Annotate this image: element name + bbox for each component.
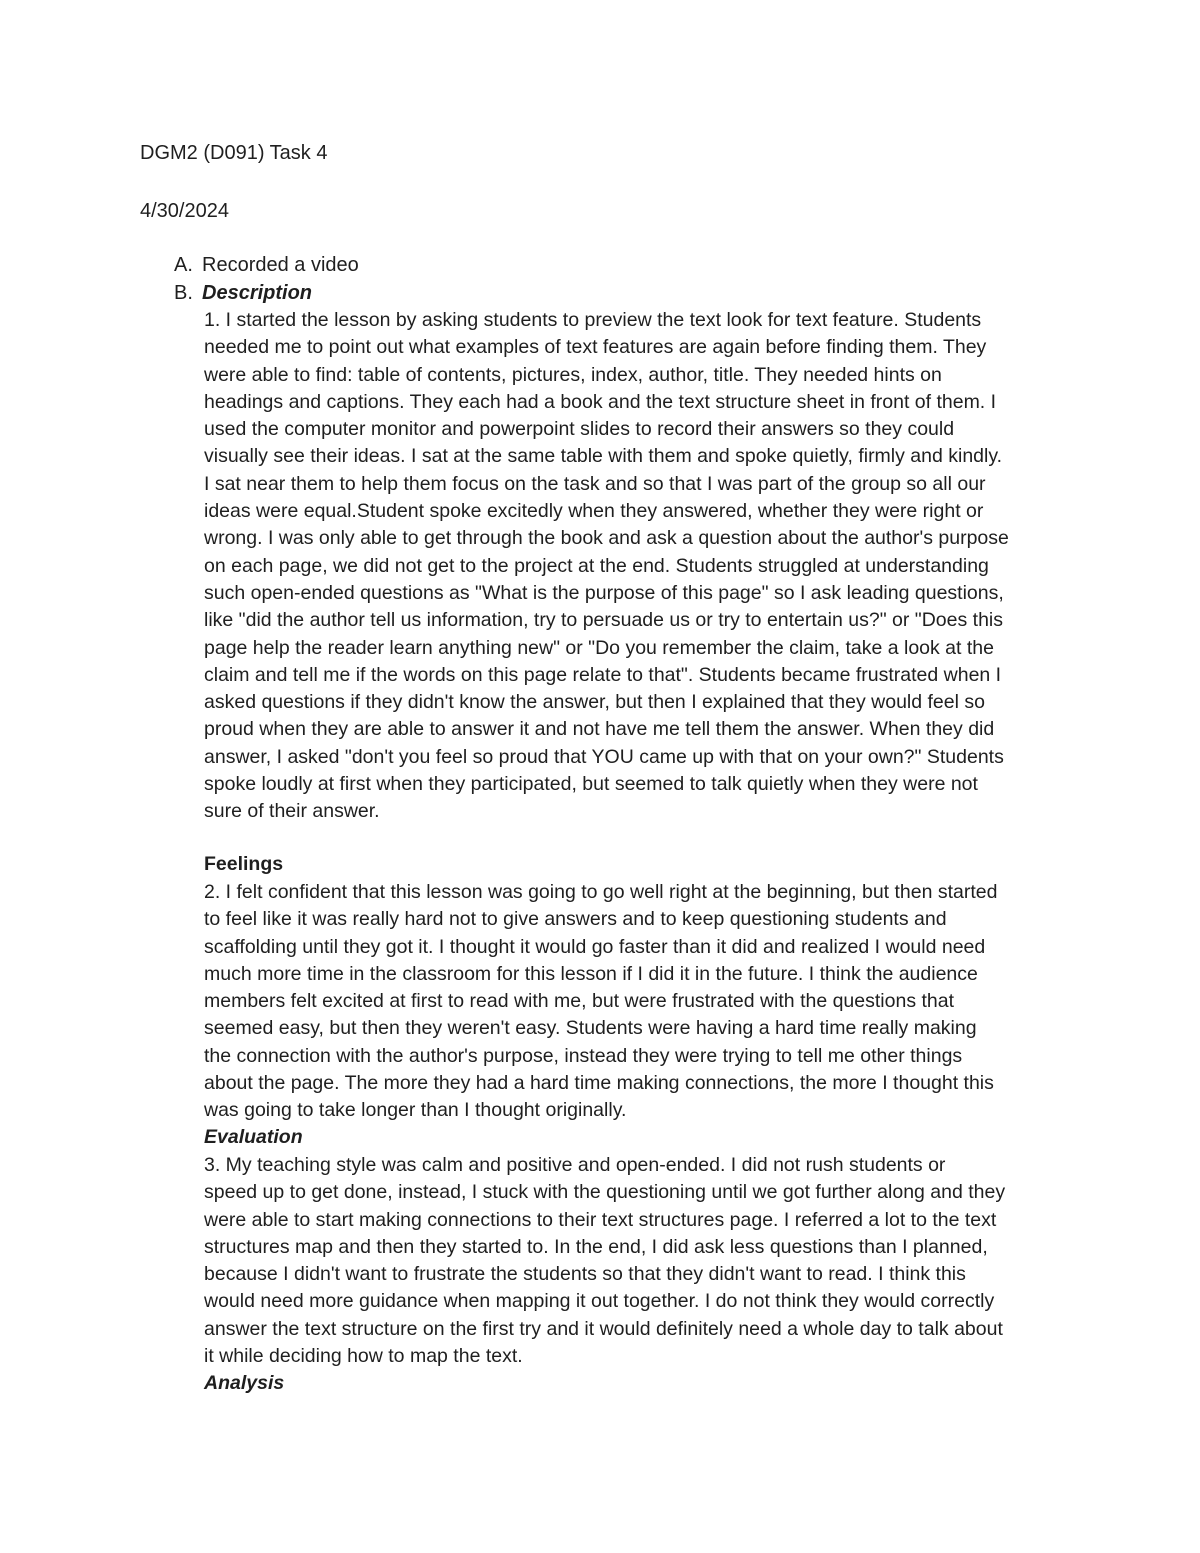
text-line: headings and captions. They each had a book and the text structure sheet in front of them. I: [204, 390, 997, 413]
text-line: to feel like it was really hard not to give answers and to keep questioning students and: [204, 908, 947, 931]
list-item-b: [174, 280, 312, 307]
text-line: proud when they are able to answer it and not have me tell them the answer. When they did: [204, 718, 995, 741]
text-line: answer, I asked "don't you feel so proud that YOU came up with that on your own?" Students: [204, 745, 1004, 768]
text-line: structures map and then they started to. In the end, I did ask less questions than I planned,: [204, 1235, 988, 1258]
list-item-a: [174, 252, 359, 279]
text-line: 3. My teaching style was calm and positive and open-ended. I did not rush students or: [204, 1154, 946, 1176]
text-line: were able to find: table of contents, pictures, index, author, title. They needed hints on: [204, 363, 942, 386]
evaluation-heading: Evaluation: [204, 1126, 303, 1148]
text-line: seemed easy, but then they weren't easy. Students were having a hard time really making: [204, 1017, 977, 1040]
document-title: DGM2 (D091) Task 4: [140, 142, 328, 164]
text-line: such open-ended questions as "What is the purpose of this page" so I ask leading questions,: [204, 581, 1004, 604]
evaluation-paragraph: [204, 1152, 1084, 1370]
text-line: because I didn't want to frustrate the students so that they didn't want to read. I think this: [204, 1263, 966, 1286]
text-line: scaffolding until they got it. I thought it would go faster than it did and realized I would need: [204, 935, 986, 958]
feelings-heading: Feelings: [204, 853, 284, 875]
text-line: page help the reader learn anything new" or "Do you remember the claim, take a look at the: [204, 636, 994, 659]
text-line: wrong. I was only able to get through the book and ask a question about the author's purpose: [204, 527, 1009, 550]
text-line: was going to take longer than I thought originally.: [204, 1099, 627, 1122]
text-line: claim and tell me if the words on this page relate to that". Students became frustrated when I: [204, 663, 1002, 686]
text-line: I sat near them to help them focus on the task and so that I was part of the group so all our: [204, 472, 986, 495]
analysis-heading: Analysis: [204, 1372, 285, 1394]
list-marker: A.: [174, 254, 193, 276]
description-paragraph: [204, 307, 1084, 826]
text-line: used the computer monitor and powerpoint slides to record their answers so they could: [204, 418, 955, 441]
text-line: needed me to point out what examples of text features are again before finding them. They: [204, 336, 987, 359]
text-line: 1. I started the lesson by asking students to preview the text look for text feature. Students: [204, 309, 982, 331]
text-line: sure of their answer.: [204, 800, 380, 823]
document-date: 4/30/2024: [140, 200, 229, 222]
text-line: ideas were equal.Student spoke excitedly when they answered, whether they were right or: [204, 500, 984, 523]
text-line: 2. I felt confident that this lesson was going to go well right at the beginning, but then started: [204, 881, 998, 903]
text-line: answer the text structure on the first try and it would definitely need a whole day to talk about: [204, 1317, 1003, 1340]
text-line: would need more guidance when mapping it out together. I do not think they would correctly: [204, 1290, 995, 1313]
list-marker: B.: [174, 282, 193, 304]
description-heading: Description: [202, 282, 313, 304]
text-line: much more time in the classroom for this lesson if I did it in the future. I think the audience: [204, 962, 978, 985]
text-line: like "did the author tell us information, try to persuade us or try to entertain us?" or "Does this: [204, 609, 1003, 632]
text-line: members felt excited at first to read with me, but were frustrated with the questions that: [204, 990, 955, 1013]
feelings-paragraph: [204, 879, 1084, 1125]
text-line: asked questions if they didn't know the answer, but then I explained that they would feel so: [204, 691, 985, 714]
text-line: spoke loudly at first when they participated, but seemed to talk quietly when they were not: [204, 773, 978, 796]
text-line: visually see their ideas. I sat at the same table with them and spoke quietly, firmly and kindly.: [204, 445, 1003, 468]
text-line: were able to start making connections to their text structures page. I referred a lot to the text: [204, 1208, 997, 1231]
list-item-text: Recorded a video: [202, 254, 359, 276]
text-line: the connection with the author's purpose, instead they were trying to tell me other things: [204, 1044, 963, 1067]
text-line: on each page, we did not get to the project at the end. Students struggled at understanding: [204, 554, 989, 577]
text-line: about the page. The more they had a hard time making connections, the more I thought this: [204, 1072, 994, 1095]
text-line: speed up to get done, instead, I stuck with the questioning until we got further along and they: [204, 1181, 1006, 1204]
text-line: it while deciding how to map the text.: [204, 1345, 523, 1368]
